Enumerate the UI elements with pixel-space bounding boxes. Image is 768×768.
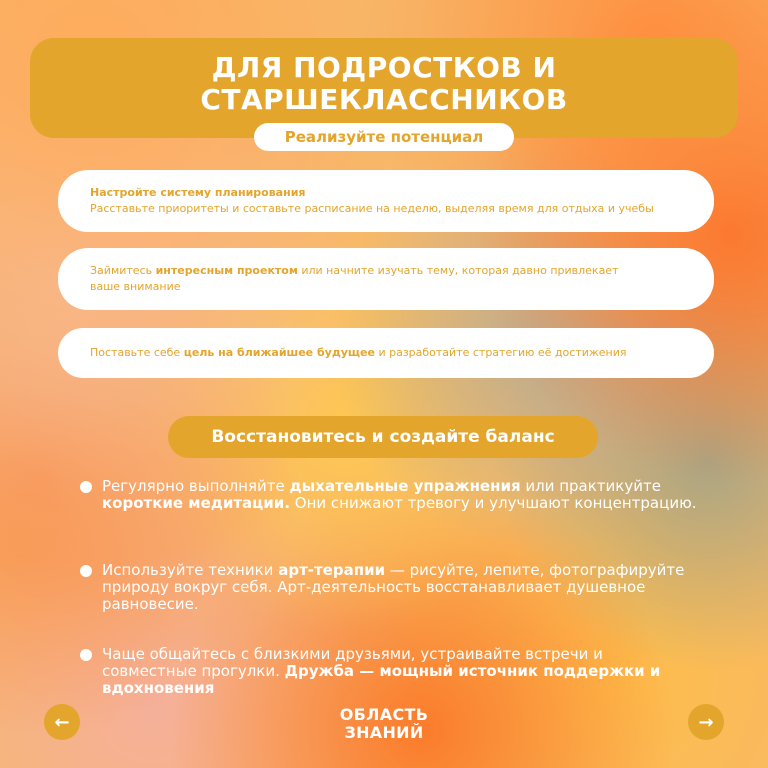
card-text-bold: цель на ближайшее будущее bbox=[183, 346, 375, 359]
page-title bbox=[200, 52, 567, 116]
subtitle-badge: Реализуйте потенциал bbox=[254, 123, 514, 151]
logo-line-2: ЗНАНИЙ bbox=[344, 723, 424, 742]
card-text-before: Займитесь bbox=[90, 264, 156, 277]
bullet-bold: Дружба — мощный источник поддержки и вдохновения bbox=[102, 662, 661, 697]
tip-card-project bbox=[58, 248, 714, 310]
list-item-art-therapy bbox=[80, 562, 700, 613]
bullet-text: или практикуйте bbox=[520, 477, 661, 495]
bullet-dot-icon bbox=[80, 481, 92, 493]
title-line-1: ДЛЯ ПОДРОСТКОВ И bbox=[211, 51, 557, 84]
bullet-bold: дыхательные упражнения bbox=[289, 477, 521, 495]
brand-logo bbox=[324, 706, 444, 742]
tip-card-goal bbox=[58, 328, 714, 378]
bullet-text: Они снижают тревогу и улучшают концентрацию. bbox=[290, 494, 697, 512]
card-text-after: или начните изучать тему, которая давно привлекает bbox=[297, 264, 619, 277]
logo-line-1: ОБЛАСТЬ bbox=[339, 705, 429, 724]
bullet-bold: арт-терапии bbox=[278, 561, 386, 579]
card-text-bold: интересным проектом bbox=[155, 264, 298, 277]
card-text-after-line2: ваше внимание bbox=[90, 280, 181, 293]
section-title: Восстановитесь и создайте баланс bbox=[168, 416, 598, 458]
bullet-text: Используйте техники bbox=[102, 561, 279, 579]
next-button[interactable] bbox=[688, 704, 724, 740]
bullet-text: Регулярно выполняйте bbox=[102, 477, 290, 495]
bullet-dot-icon bbox=[80, 565, 92, 577]
card-text: Расставьте приоритеты и составьте расписание на неделю, выделяя время для отдыха и учебы bbox=[90, 202, 654, 215]
prev-button[interactable] bbox=[44, 704, 80, 740]
bullet-bold: короткие медитации. bbox=[102, 494, 291, 512]
tip-card-planning bbox=[58, 170, 714, 232]
list-item-friendship bbox=[80, 646, 700, 697]
card-title: Настройте систему планирования bbox=[90, 186, 306, 199]
title-line-2: СТАРШЕКЛАССНИКОВ bbox=[200, 83, 568, 116]
bullet-text: Чаще общайтесь с близкими друзьями, устраивайте встречи и совместные прогулки. bbox=[102, 645, 603, 680]
arrow-right-icon: → bbox=[698, 711, 714, 733]
card-text-before: Поставьте себе bbox=[90, 346, 184, 359]
bullet-text: — рисуйте, лепите, фотографируйте природу вокруг себя. Арт-деятельность восстанавливает душевное равновесие. bbox=[102, 561, 685, 613]
list-item-breathing bbox=[80, 478, 700, 512]
bullet-dot-icon bbox=[80, 649, 92, 661]
card-text-after: и разработайте стратегию её достижения bbox=[374, 346, 627, 359]
arrow-left-icon: ← bbox=[54, 711, 70, 733]
